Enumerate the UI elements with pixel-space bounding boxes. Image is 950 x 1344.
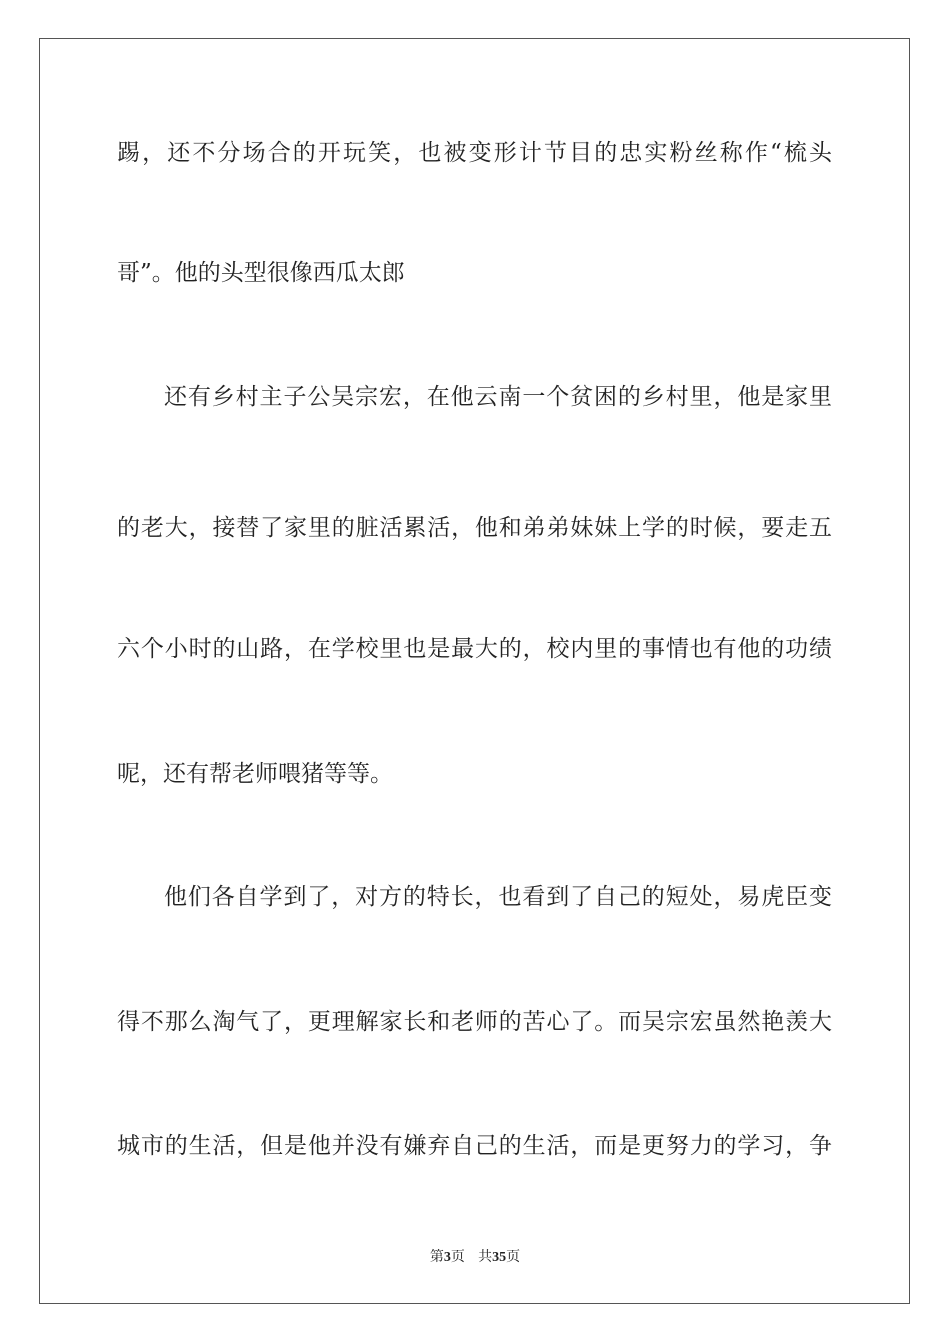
footer-page-suffix: 页 [450, 1249, 465, 1265]
text-line-3: 还有乡村主子公吴宗宏，在他云南一个贫困的乡村里，他是家里 [164, 384, 832, 410]
footer-total-pages: 35 [492, 1250, 507, 1265]
text-line-6: 呢，还有帮老师喂猪等等。 [117, 761, 393, 787]
footer-total-suffix: 页 [506, 1249, 521, 1265]
page-border [39, 38, 910, 1304]
text-line-1: 踢，还不分场合的开玩笑，也被变形计节目的忠实粉丝称作“梳头 [117, 140, 832, 166]
text-line-5: 六个小时的山路，在学校里也是最大的，校内里的事情也有他的功绩 [117, 636, 832, 662]
text-line-9: 城市的生活，但是他并没有嫌弃自己的生活，而是更努力的学习，争 [117, 1133, 832, 1159]
text-line-2: 哥”。他的头型很像西瓜太郎 [117, 260, 405, 286]
footer-total-prefix: 共 [478, 1249, 493, 1265]
footer-page-number: 3 [443, 1250, 451, 1265]
page-footer [0, 1246, 950, 1266]
text-line-8: 得不那么淘气了，更理解家长和老师的苦心了。而吴宗宏虽然艳羡大 [117, 1009, 832, 1035]
text-line-4: 的老大，接替了家里的脏活累活，他和弟弟妹妹上学的时候，要走五 [117, 515, 832, 541]
footer-page-prefix: 第 [429, 1249, 444, 1265]
text-line-7: 他们各自学到了，对方的特长，也看到了自己的短处，易虎臣变 [164, 884, 832, 910]
